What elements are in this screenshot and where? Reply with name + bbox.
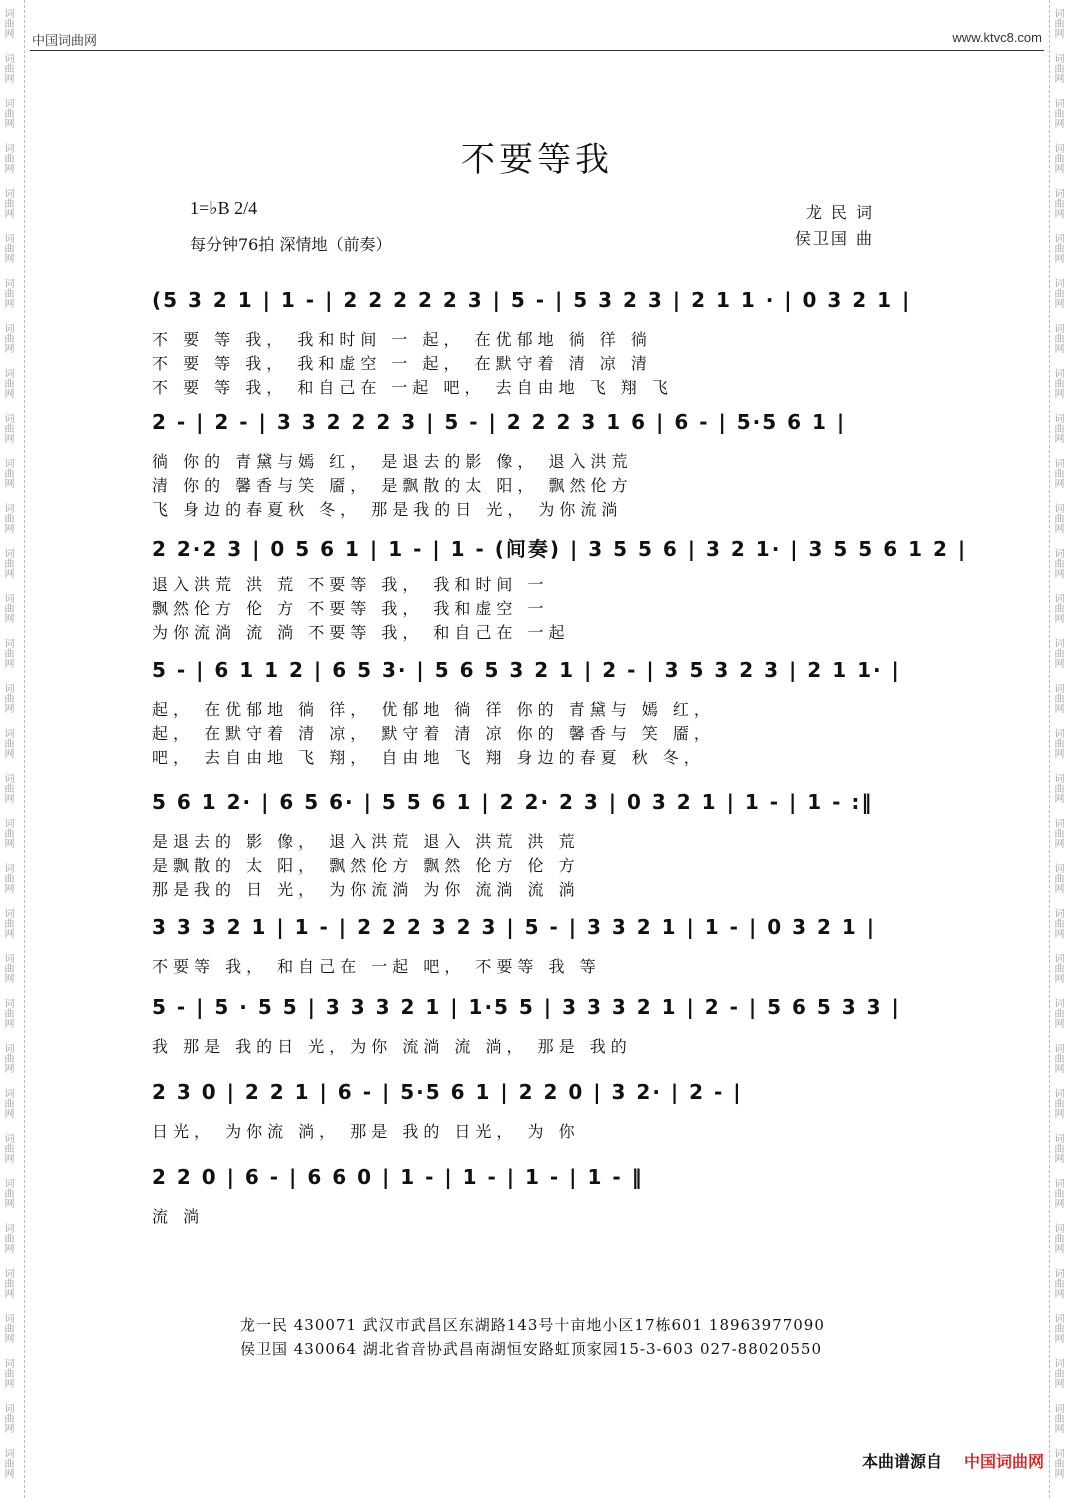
watermark-text: 词曲网 <box>1052 1042 1063 1073</box>
score-system <box>152 1080 894 1144</box>
lyric-line: 吧， 去自由地 飞 翔， 自由地 飞 翔 身边的春夏 秋 冬， <box>152 748 705 767</box>
watermark-text: 词曲网 <box>1052 187 1063 218</box>
score-system <box>152 533 968 645</box>
composer-credit: 侯卫国 曲 <box>794 229 874 248</box>
watermark-text: 词曲网 <box>2 1447 13 1478</box>
source-brand: 中国词曲网 <box>963 1452 1044 1471</box>
lyric-line: 流 淌 <box>152 1207 205 1226</box>
lyric-line: 清 你的 馨香与笑 靥， 是飘散的太 阳， 飘然伦方 <box>152 476 633 495</box>
notation-line: 2 3 0 | 2 2 1 | 6 - | 5·5 6 1 | 2 2 0 | 3 2· | 2 - | <box>152 1080 743 1104</box>
watermark-text: 词曲网 <box>1052 1402 1063 1433</box>
watermark-text: 词曲网 <box>2 1132 13 1163</box>
lyric-line: 退入洪荒 洪 荒 不要等 我， 我和时间 一 <box>152 575 549 594</box>
watermark-text: 词曲网 <box>2 1042 13 1073</box>
watermark-text: 词曲网 <box>1052 97 1063 128</box>
lyric-line: 不要等 我， 和自己在 一起 吧， 不要等 我 等 <box>152 957 601 976</box>
watermark-text: 词曲网 <box>2 1312 13 1343</box>
watermark-text: 词曲网 <box>2 1087 13 1118</box>
watermark-text: 词曲网 <box>1052 727 1063 758</box>
watermark-text: 词曲网 <box>2 862 13 893</box>
watermark-text: 词曲网 <box>2 772 13 803</box>
watermark-text: 词曲网 <box>2 232 13 263</box>
watermark-text: 词曲网 <box>1052 1312 1063 1343</box>
lyric-line: 那是我的 日 光， 为你流淌 为你 流淌 流 淌 <box>152 880 580 899</box>
watermark-text: 词曲网 <box>1052 1087 1063 1118</box>
source-label: 本曲谱源自 <box>861 1452 942 1471</box>
left-watermark-strip <box>0 0 25 1498</box>
watermark-text: 词曲网 <box>2 97 13 128</box>
score-system <box>152 915 894 979</box>
lyric-line: 飘然伦方 伦 方 不要等 我， 我和虚空 一 <box>152 599 549 618</box>
watermark-text: 词曲网 <box>2 817 13 848</box>
watermark-text: 词曲网 <box>2 322 13 353</box>
notation-line: (5 3 2 1 | 1 - | 2 2 2 2 2 3 | 5 - | 5 3 2 3 | 2 1 1 · | 0 3 2 1 | <box>152 288 912 312</box>
lyric-line: 不 要 等 我， 我和时间 一 起， 在优郁地 徜 徉 徜 <box>152 330 652 349</box>
watermark-text: 词曲网 <box>1052 817 1063 848</box>
watermark-text: 词曲网 <box>1052 457 1063 488</box>
watermark-text: 词曲网 <box>1052 7 1063 38</box>
watermark-text: 词曲网 <box>2 367 13 398</box>
score-system <box>152 1165 894 1229</box>
song-title: 不要等我 <box>461 140 613 180</box>
watermark-text: 词曲网 <box>1052 277 1063 308</box>
key-signature: 1=♭B 2/4 <box>190 198 258 218</box>
watermark-text: 词曲网 <box>2 637 13 668</box>
score-system <box>152 790 894 902</box>
watermark-text: 词曲网 <box>2 1267 13 1298</box>
notation-line: 5 6 1 2· | 6 5 6· | 5 5 6 1 | 2 2· 2 3 | 0 3 2 1 | 1 - | 1 - :‖ <box>152 790 874 814</box>
watermark-text: 词曲网 <box>2 7 13 38</box>
watermark-text: 词曲网 <box>1052 1447 1063 1478</box>
contact-line-lyricist: 龙一民 430071 武汉市武昌区东湖路143号十亩地小区17栋601 18963977090 <box>240 1316 825 1334</box>
lyricist-credit: 龙 民 词 <box>805 203 874 222</box>
watermark-text: 词曲网 <box>2 187 13 218</box>
score-system <box>152 995 901 1059</box>
watermark-text: 词曲网 <box>2 682 13 713</box>
watermark-text: 词曲网 <box>2 1177 13 1208</box>
watermark-text: 词曲网 <box>1052 1357 1063 1388</box>
lyric-line: 飞 身边的春夏秋 冬， 那是我的日 光， 为你流淌 <box>152 500 623 519</box>
notation-line: 5 - | 6 1 1 2 | 6 5 3· | 5 6 5 3 2 1 | 2 - | 3 5 3 2 3 | 2 1 1· | <box>152 658 901 682</box>
watermark-text: 词曲网 <box>1052 772 1063 803</box>
lyric-line: 徜 你的 青黛与嫣 红， 是退去的影 像， 退入洪荒 <box>152 452 633 471</box>
watermark-text: 词曲网 <box>1052 952 1063 983</box>
watermark-text: 词曲网 <box>2 52 13 83</box>
watermark-text: 词曲网 <box>2 277 13 308</box>
watermark-text: 词曲网 <box>1052 322 1063 353</box>
watermark-text: 词曲网 <box>1052 592 1063 623</box>
watermark-text: 词曲网 <box>1052 1267 1063 1298</box>
watermark-text: 词曲网 <box>1052 997 1063 1028</box>
right-watermark-strip <box>1049 0 1074 1498</box>
lyric-line: 起， 在默守着 清 凉， 默守着 清 凉 你的 馨香与 笑 靥， <box>152 724 715 743</box>
watermark-text: 词曲网 <box>2 457 13 488</box>
notation-line: 5 - | 5 · 5 5 | 3 3 3 2 1 | 1·5 5 | 3 3 3 2 1 | 2 - | 5 6 5 3 3 | <box>152 995 901 1019</box>
watermark-text: 词曲网 <box>1052 232 1063 263</box>
watermark-text: 词曲网 <box>1052 412 1063 443</box>
watermark-text: 词曲网 <box>2 1402 13 1433</box>
watermark-text: 词曲网 <box>2 907 13 938</box>
watermark-text: 词曲网 <box>1052 52 1063 83</box>
lyric-line: 不 要 等 我， 我和虚空 一 起， 在默守着 清 凉 清 <box>152 354 652 373</box>
notation-line: 2 2 0 | 6 - | 6 6 0 | 1 - | 1 - | 1 - | 1 - ‖ <box>152 1165 644 1189</box>
watermark-text: 词曲网 <box>1052 1222 1063 1253</box>
watermark-text: 词曲网 <box>1052 637 1063 668</box>
watermark-text: 词曲网 <box>1052 502 1063 533</box>
watermark-text: 词曲网 <box>1052 1177 1063 1208</box>
watermark-text: 词曲网 <box>2 727 13 758</box>
site-url-right: www.ktvc8.com <box>952 30 1042 45</box>
notation-line: 2 2·2 3 | 0 5 6 1 | 1 - | 1 - (间奏) | 3 5 5 6 | 3 2 1· | 3 5 5 6 1 2 | <box>152 537 968 561</box>
lyric-line: 我 那是 我的日 光，为你 流淌 流 淌， 那是 我的 <box>152 1037 632 1056</box>
score-system <box>152 288 912 400</box>
watermark-text: 词曲网 <box>2 412 13 443</box>
watermark-text: 词曲网 <box>2 592 13 623</box>
watermark-text: 词曲网 <box>2 502 13 533</box>
score-system <box>152 658 901 770</box>
watermark-text: 词曲网 <box>2 1222 13 1253</box>
watermark-text: 词曲网 <box>2 1357 13 1388</box>
lyric-line: 是飘散的 太 阳， 飘然伦方 飘然 伦方 伦 方 <box>152 856 580 875</box>
tempo-marking: 每分钟76拍 深情地（前奏） <box>190 235 392 254</box>
source-note <box>862 1449 1044 1472</box>
watermark-text: 词曲网 <box>2 142 13 173</box>
watermark-text: 词曲网 <box>2 952 13 983</box>
watermark-text: 词曲网 <box>1052 907 1063 938</box>
watermark-text: 词曲网 <box>1052 682 1063 713</box>
lyric-line: 为你流淌 流 淌 不要等 我， 和自己在 一起 <box>152 623 570 642</box>
notation-line: 3 3 3 2 1 | 1 - | 2 2 2 3 2 3 | 5 - | 3 3 2 1 | 1 - | 0 3 2 1 | <box>152 915 877 939</box>
watermark-text: 词曲网 <box>2 997 13 1028</box>
watermark-text: 词曲网 <box>1052 547 1063 578</box>
watermark-text: 词曲网 <box>1052 367 1063 398</box>
watermark-text: 词曲网 <box>1052 862 1063 893</box>
lyric-line: 不 要 等 我， 和自己在 一起 吧， 去自由地 飞 翔 飞 <box>152 378 673 397</box>
watermark-text: 词曲网 <box>1052 1132 1063 1163</box>
notation-line: 2 - | 2 - | 3 3 2 2 2 3 | 5 - | 2 2 2 3 1 6 | 6 - | 5·5 6 1 | <box>152 410 847 434</box>
watermark-text: 词曲网 <box>1052 142 1063 173</box>
lyric-line: 起， 在优郁地 徜 徉， 优郁地 徜 徉 你的 青黛与 嫣 红， <box>152 700 715 719</box>
watermark-text: 词曲网 <box>2 547 13 578</box>
lyric-line: 日光， 为你流 淌， 那是 我的 日光， 为 你 <box>152 1122 580 1141</box>
contact-line-composer: 侯卫国 430064 湖北省音协武昌南湖恒安路虹顶家园15-3-603 027-88020550 <box>240 1340 823 1358</box>
lyric-line: 是退去的 影 像， 退入洪荒 退入 洪荒 洪 荒 <box>152 832 580 851</box>
site-name-left: 中国词曲网 <box>32 33 98 48</box>
score-system <box>152 410 894 522</box>
